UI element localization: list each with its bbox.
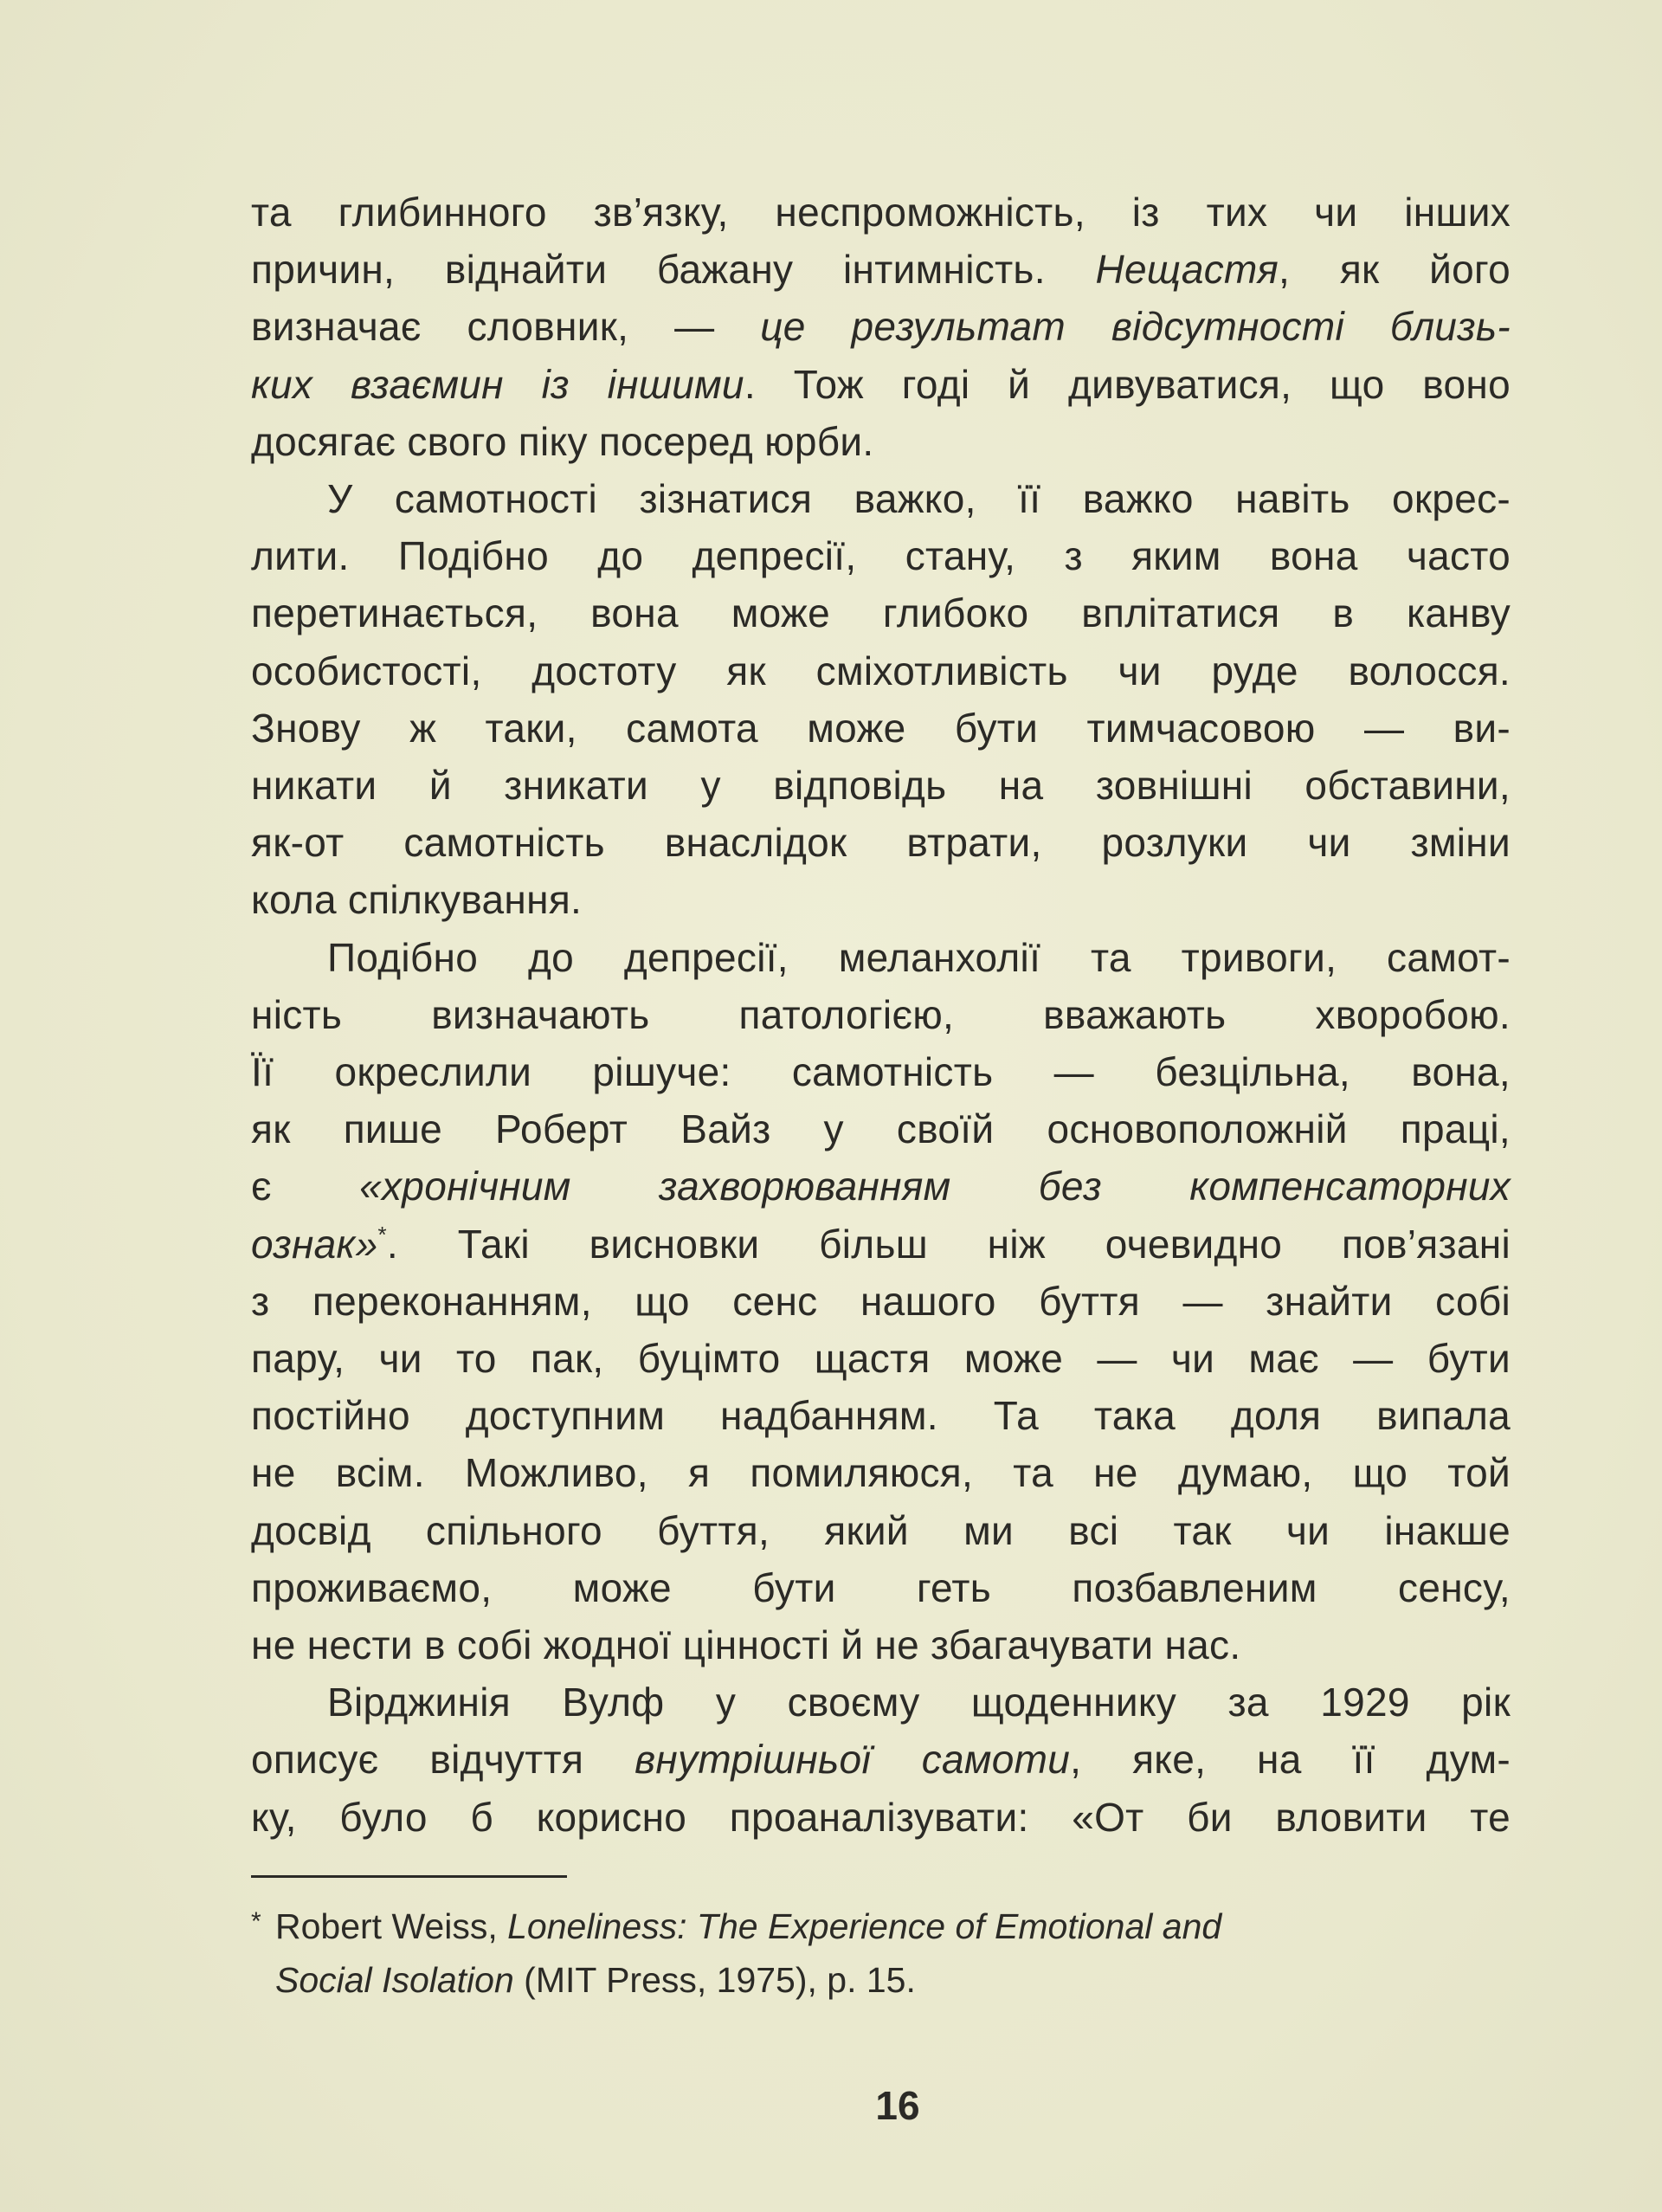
italic-text: ознак»: [251, 1221, 378, 1267]
text-line: [251, 1559, 1511, 1616]
italic-text: ких взаємин із іншими: [251, 361, 744, 407]
text-run: . Тож годі й дивуватися, що воно: [744, 361, 1511, 407]
text-line: [251, 1330, 1511, 1387]
text-line: [251, 757, 1511, 814]
text-run: визначає словник, —: [251, 304, 761, 350]
footnote-publisher: (MIT Press, 1975), p. 15.: [513, 1960, 916, 2000]
text-run: Її окреслили рішуче: самотність — безцільна, вона,: [251, 1049, 1511, 1094]
footnote-title-part-1: Loneliness: The Experience of Emotional and: [507, 1906, 1222, 1946]
footnote-title-part-2: Social Isolation: [275, 1960, 514, 2000]
footnote-line-2: [251, 1951, 1543, 2009]
text-run: пару, чи то пак, буцімто щастя може — чи має — бути: [251, 1336, 1511, 1381]
text-run: причин, віднайти бажану інтимність.: [251, 247, 1096, 293]
text-line: [251, 1387, 1511, 1444]
footnote-author: Robert Weiss,: [275, 1906, 508, 1946]
text-line: [251, 814, 1511, 871]
text-run: та глибинного зв’язку, неспроможність, із тих чи інших: [251, 190, 1511, 235]
text-line: [251, 986, 1511, 1043]
text-run: Вірджинія Вулф у своєму щоденнику за 1929 рік: [327, 1680, 1511, 1725]
italic-text: «хронічним захворюванням без компенсаторних: [359, 1164, 1511, 1209]
text-line: [251, 1158, 1511, 1215]
italic-text: внутрішньої самоти: [635, 1737, 1071, 1783]
text-line: [251, 1502, 1511, 1559]
text-line: [251, 1616, 1511, 1674]
text-run: , яке, на її дум-: [1070, 1737, 1511, 1783]
text-line: [251, 1444, 1511, 1501]
text-line: [251, 584, 1511, 642]
text-line: [251, 241, 1511, 298]
text-run: кола спілкування.: [251, 877, 583, 923]
text-run: перетинається, вона може глибоко вплітатися в канву: [251, 590, 1511, 636]
text-run: ність визначають патологією, вважають хворобою.: [251, 991, 1511, 1037]
text-line: [251, 413, 1511, 470]
text-run: постійно доступним надбанням. Та така доля випала: [251, 1393, 1511, 1439]
text-run: не всім. Можливо, я помиляюся, та не думаю, що той: [251, 1450, 1511, 1496]
text-line: [251, 700, 1511, 757]
text-line: [251, 470, 1511, 527]
text-line: [251, 1100, 1511, 1158]
text-line: [251, 298, 1511, 355]
text-run: У самотності зізнатися важко, її важко навіть окрес-: [327, 476, 1511, 521]
text-run: проживаємо, може бути геть позбавленим сенсу,: [251, 1564, 1511, 1610]
text-line: [251, 184, 1511, 241]
text-run: , як його: [1279, 247, 1511, 293]
text-line: [251, 1731, 1511, 1788]
text-run: є: [251, 1164, 360, 1209]
text-run: особистості, достоту як сміхотливість чи руде волосся.: [251, 648, 1511, 693]
text-run: не нести в собі жодної цінності й не збагачувати нас.: [251, 1622, 1241, 1667]
italic-text: Нещастя: [1095, 247, 1279, 293]
text-run: Знову ж таки, самота може бути тимчасовою — ви-: [251, 705, 1511, 751]
footnote-reference: *: [377, 1221, 387, 1248]
text-run: лити. Подібно до депресії, стану, з яким вона часто: [251, 533, 1511, 579]
text-line: [251, 871, 1511, 928]
italic-text: це результат відсутності близь-: [760, 304, 1511, 350]
footnote-line-1: [251, 1893, 1519, 1951]
text-line: [251, 1043, 1511, 1100]
text-line: [251, 642, 1511, 700]
text-run: досвід спільного буття, який ми всі так чи інакше: [251, 1507, 1511, 1553]
text-run: досягає свого піку посеред юрби.: [251, 418, 874, 464]
text-run: никати й зникати у відповідь на зовнішні обставини,: [251, 763, 1511, 808]
text-run: ку, було б корисно проаналізувати: «От би вловити те: [251, 1794, 1511, 1840]
footnote-marker: *: [251, 1907, 261, 1936]
text-line: [251, 1273, 1511, 1330]
text-line: [251, 1674, 1511, 1731]
text-line: [251, 1789, 1511, 1846]
text-run: Подібно до депресії, меланхолії та тривоги, самот-: [327, 934, 1511, 980]
text-run: . Такі висновки більш ніж очевидно пов’язані: [386, 1221, 1511, 1267]
text-run: як пише Роберт Вайз у своїй основоположній праці,: [251, 1106, 1511, 1152]
text-run: з переконанням, що сенс нашого буття — знайти собі: [251, 1278, 1511, 1324]
text-line: [251, 527, 1511, 584]
text-run: як-от самотність внаслідок втрати, розлуки чи зміни: [251, 820, 1511, 866]
text-line: [251, 356, 1511, 413]
text-run: описує відчуття: [251, 1737, 635, 1783]
footnote-divider: [251, 1875, 567, 1878]
text-line: [251, 929, 1511, 986]
text-line: [251, 1216, 1511, 1273]
page-number: 16: [875, 2083, 920, 2128]
